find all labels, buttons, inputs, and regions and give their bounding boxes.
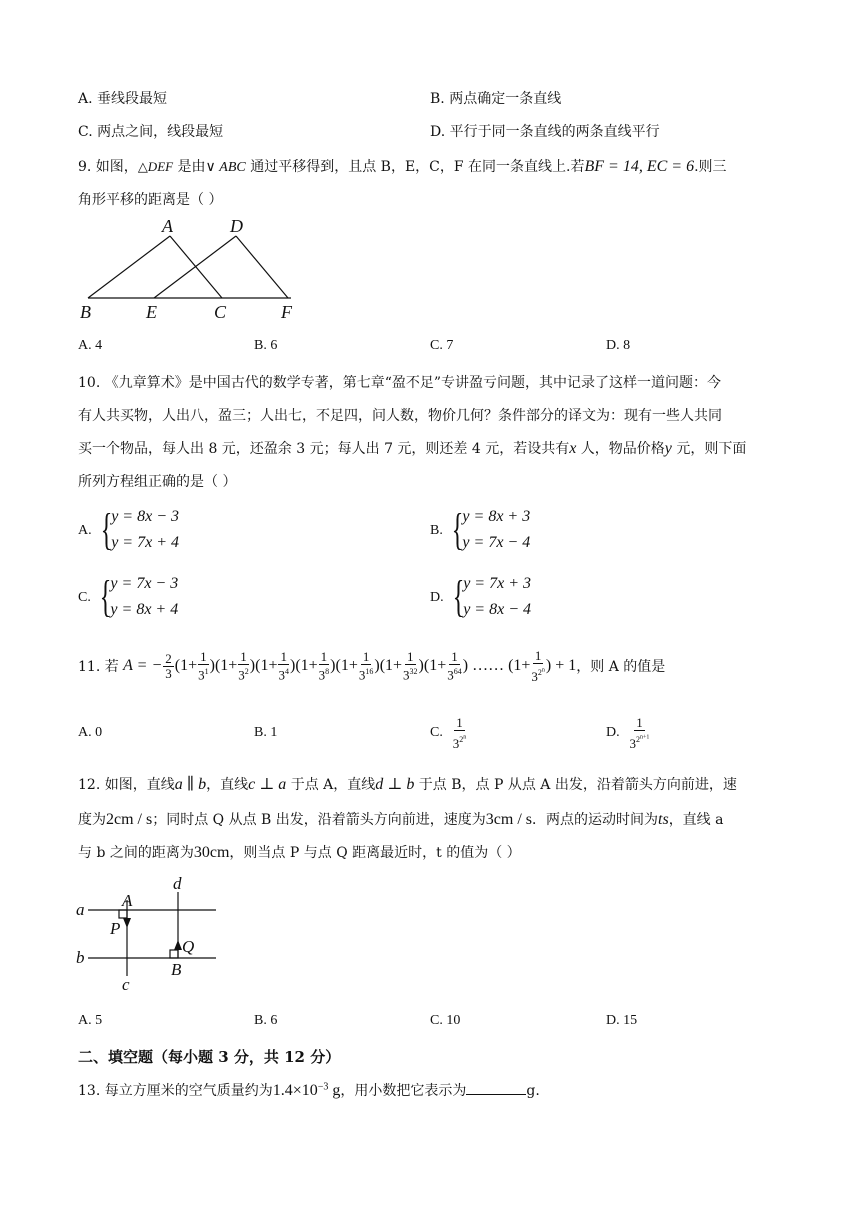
q8-option-a: A. 垂线段最短 — [78, 91, 168, 107]
q9-option-d: D. 8 — [606, 338, 631, 353]
q10-line4: 所列方程组正确的是（ ） — [78, 474, 237, 490]
q10-option-b: B. { y = 8x + 3 y = 7x − 4 — [430, 505, 531, 554]
q-up-arrow-icon — [174, 940, 182, 950]
q9-option-b: B. 6 — [254, 338, 278, 353]
q12-label-point-a: A — [122, 891, 133, 910]
q12-figure — [74, 872, 224, 994]
q10-line2: 有人共买物，人出八，盈三；人出七，不足四，问人数，物价几何？条件部分的译文为：现有一些人共同 — [78, 408, 722, 424]
q11-option-b: B. 1 — [254, 725, 278, 740]
q10-option-d: D. { y = 7x + 3 y = 8x − 4 — [430, 572, 531, 621]
q10-line1: 10. 《九章算术》是中国古代的数学专著，第七章“盈不足”专讲盈亏问题，其中记录了这样一道问题：今 — [78, 375, 722, 391]
q10-line3: 买一个物品，每人出 8 元，还盈余 3 元；每人出 7 元，则还差 4 元，若设共有x 人，物品价格y 元，则下面 — [78, 440, 747, 457]
q8-option-b: B. 两点确定一条直线 — [430, 91, 562, 107]
q9-label-e: E — [146, 302, 157, 322]
q9-label-a: A — [162, 216, 173, 236]
q12-label-d-line: d — [173, 874, 182, 893]
q9-label-b: B — [80, 302, 91, 322]
q10-option-a: A. { y = 8x − 3 y = 7x + 4 — [78, 505, 179, 554]
q12-option-b: B. 6 — [254, 1013, 278, 1028]
q13-line: 13. 每立方厘米的空气质量约为$1.4\times 10^{-3}$ g，用小数把它表示为 g. — [78, 1081, 540, 1099]
q12-label-point-b: B — [171, 960, 182, 979]
q12-label-b-line: b — [76, 948, 85, 967]
q9-option-c: C. 7 — [430, 338, 454, 353]
q9-label-c: C — [214, 302, 227, 322]
q9-figure — [78, 212, 308, 324]
q12-line1: 12. 如图，直线a ∥ b，直线c ⊥ a 于点 A，直线d ⊥ b 于点 B，点 P 从点 A 出发，沿着箭头方向前进，速 — [78, 776, 737, 793]
q13-answer-blank[interactable] — [466, 1082, 526, 1095]
q9-option-a: A. 4 — [78, 338, 103, 353]
q12-label-a-line: a — [76, 900, 85, 919]
q12-option-a: A. 5 — [78, 1013, 103, 1028]
q11-option-a: A. 0 — [78, 725, 103, 740]
q11-option-c: C. $\frac{1}{3^{2^n}}$ — [430, 714, 467, 751]
q12-label-c-line: c — [122, 975, 130, 994]
q9-line2: 角形平移的距离是（ ） — [78, 192, 223, 208]
q8-option-c: C. 两点之间，线段最短 — [78, 124, 224, 140]
q12-option-c: C. 10 — [430, 1013, 461, 1028]
q12-label-point-p: P — [110, 919, 121, 938]
q12-option-d: D. 15 — [606, 1013, 638, 1028]
q12-label-point-q: Q — [182, 937, 195, 956]
q9-line1: 9. 如图，△DEF 是由∨ ABC 通过平移得到，且点 B，E，C，F 在同一条直线上.若BF = 14, EC = 6.则三 — [78, 158, 727, 175]
q10-option-c: C. { y = 7x − 3 y = 8x + 4 — [78, 572, 179, 621]
q11-option-d: D. $\frac{1}{3^{2^{n+1}}}$ — [606, 714, 650, 751]
q9-label-d: D — [230, 216, 243, 236]
q12-line3: 与 b 之间的距离为30cm，则当点 P 与点 Q 距离最近时，t 的值为（ ） — [78, 844, 521, 861]
q8-option-d: D. 平行于同一条直线的两条直线平行 — [430, 124, 660, 140]
q11-stem: 11. 若 A = − $\frac{2}{3}$ (1+ $\frac{1}{3^1}$ )(1+ $\frac{1}{3^2}$ )(1+ $\frac{1}{3^4}$ )(1+ $\frac{1}{3^8}$ )(1+ $\frac{1}{3^{16}}$ )(1+ $\frac{1}{3^{32}}$ )(1+ $\frac{1}{3^{64}}$ ) …… (1+ $\frac{1}{3^{2^n}}$ ) + 1 ，则 A 的值是 — [78, 647, 666, 684]
section-heading: 二、填空题（每小题 3 分，共 12 分） — [78, 1048, 341, 1066]
p-down-arrow-icon — [123, 918, 131, 928]
q12-line2: 度为2cm / s；同时点 Q 从点 B 出发，沿着箭头方向前进，速度为3cm / s．两点的运动时间为ts，直线 a — [78, 811, 724, 828]
q9-label-f: F — [281, 302, 292, 322]
